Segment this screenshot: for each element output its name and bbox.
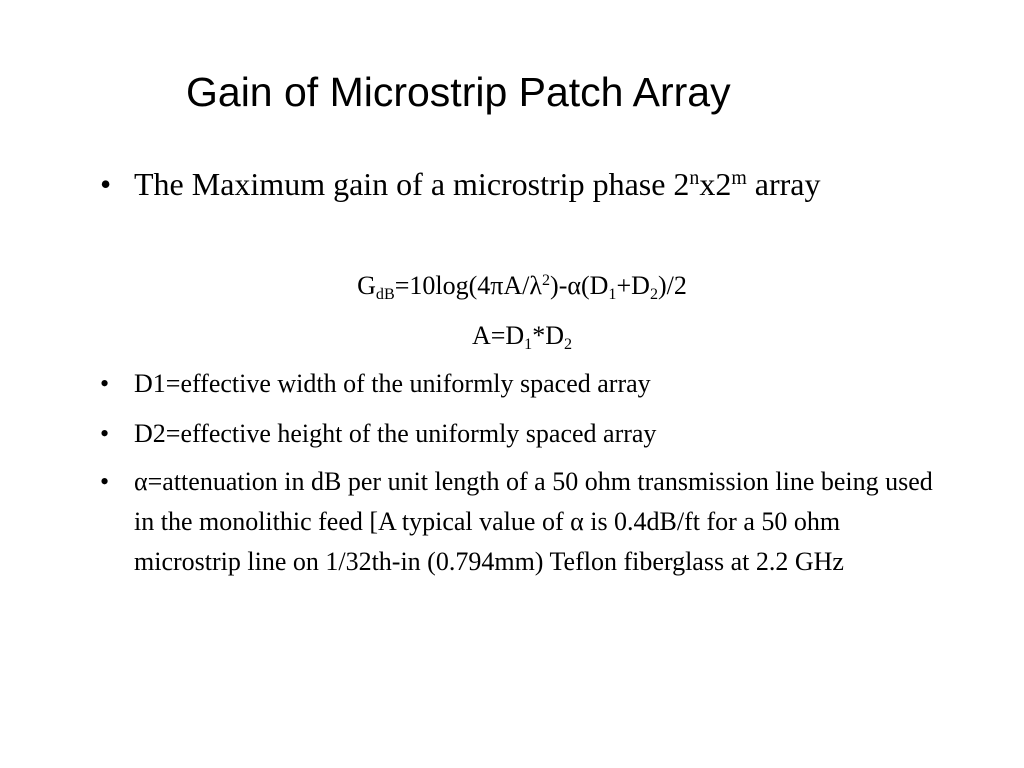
bullet-max-gain-mid: x2 — [699, 166, 732, 202]
bullet-d2-text: D2=effective height of the uniformly spaced array — [134, 419, 657, 448]
slide-title: Gain of Microstrip Patch Array — [186, 69, 731, 115]
bullet-max-gain — [100, 164, 940, 205]
bullet-marker: • — [100, 369, 110, 398]
gain-subscript: dB — [375, 286, 395, 304]
d2-subscript: 2 — [649, 286, 658, 304]
bullet-d1-text: D1=effective width of the uniformly spaced array — [134, 369, 651, 398]
bullet-d1 — [100, 364, 940, 404]
area-formula — [0, 318, 1024, 354]
gain-symbol: G — [357, 271, 376, 300]
bullet-max-gain-prefix: The Maximum gain of a microstrip phase 2 — [134, 166, 690, 202]
bullet-alpha — [100, 462, 940, 582]
area-d2-subscript: 2 — [564, 336, 573, 354]
bullet-d2 — [100, 414, 940, 454]
bullet-marker: • — [100, 166, 112, 202]
exponent-m: m — [731, 167, 747, 190]
exponent-n: n — [689, 167, 700, 190]
lambda-exponent: 2 — [541, 272, 551, 290]
gain-formula-part2: )-α(D — [550, 271, 609, 300]
area-formula-part2: *D — [532, 321, 564, 350]
d1-subscript: 1 — [608, 286, 617, 304]
bullet-max-gain-suffix: array — [746, 166, 821, 202]
gain-formula-end: )/2 — [658, 271, 687, 300]
bullet-marker: • — [100, 467, 110, 496]
area-d1-subscript: 1 — [524, 336, 533, 354]
gain-formula — [0, 268, 1024, 304]
area-formula-part1: A=D — [471, 321, 525, 350]
bullet-max-gain-text — [134, 164, 940, 205]
bullet-alpha-text: α=attenuation in dB per unit length of a 50 ohm transmission line being used in the monolithic feed [A typical value of α is 0.4dB/ft for a 50 ohm microstrip line on 1/32th-in (0.794mm) Teflon fiberglass at 2.2 GHz — [134, 467, 933, 576]
bullet-marker: • — [100, 419, 110, 448]
gain-formula-part1: =10log(4πA/λ — [394, 271, 542, 300]
gain-formula-plus: +D — [616, 271, 650, 300]
